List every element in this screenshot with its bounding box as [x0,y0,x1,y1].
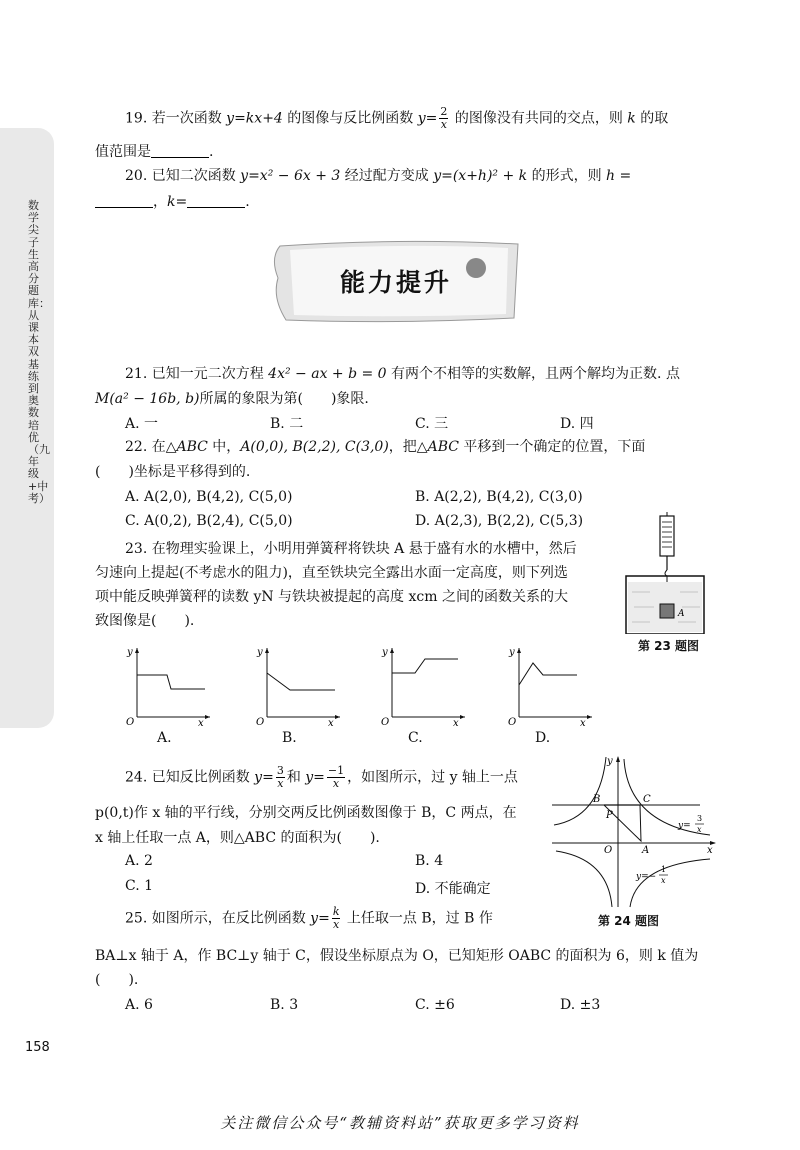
q22-option-b: B. A(2,2), B(4,2), C(3,0) [415,489,583,505]
q23-line4: 致图像是( ). [95,613,195,629]
q25-fraction: $\frac{k}{x}$ [332,905,340,931]
svg-text:O: O [508,717,517,727]
banner-dot-icon [466,258,486,278]
q23-line1: 23. 在物理实验课上，小明用弹簧秤将铁块 A 悬于盛有水的水槽中，然后 [125,541,577,557]
svg-text:P: P [606,810,613,821]
q24-hyperbola-figure [550,755,720,910]
q23-block-label: A [678,609,685,619]
q21-option-d: D. 四 [560,416,594,432]
q23-graph-label-d: D. [535,730,551,746]
q20-blank-k [187,193,245,208]
q23-line3: 项中能反映弹簧秤的读数 yN 与铁块被提起的高度 xcm 之间的函数关系的大 [95,589,568,605]
svg-text:y: y [127,647,133,658]
side-tab [0,128,54,728]
q23-figure-caption: 第 23 题图 [638,639,700,653]
svg-text:x: x [707,845,713,856]
q22-line2: ( )坐标是平移得到的. [95,464,251,480]
svg-text:y: y [509,647,515,658]
q20-line2: ，k= . [95,192,250,212]
svg-text:x: x [580,718,586,727]
q24-figure-caption: 第 24 题图 [598,914,660,928]
svg-text:A: A [642,845,650,856]
q23-graph-b [245,645,345,727]
svg-text:x: x [697,825,702,834]
q25-line1: 25. 如图所示，在反比例函数 y= $\frac{k}{x}$ 上任取一点 B，过 B 作 [125,905,493,931]
svg-text:y: y [382,647,388,658]
q23-spring-scale-figure [620,512,710,634]
svg-text:y: y [257,647,263,658]
q25-line3: ( ). [95,972,139,988]
side-tab-label: 数学尖子生高分题库：从课本双基练到奥数培优（九年级+中考） [28,199,50,505]
svg-text:x: x [328,718,334,727]
q24-fraction-2: $\frac{-1}{x}$ [327,764,345,790]
svg-text:y: y [607,756,613,767]
q22-option-d: D. A(2,3), B(2,2), C(5,3) [415,513,584,529]
q24-line3: x 轴上任取一点 A，则△ABC 的面积为( ). [95,830,380,846]
svg-text:3: 3 [697,814,703,823]
q21-option-b: B. 二 [270,416,304,432]
q20-line1: 20. 已知二次函数 y=x² − 6x + 3 经过配方变成 y=(x+h)² + k 的形式，则 h = [125,168,632,184]
svg-text:x: x [661,876,666,885]
svg-text:1: 1 [661,865,667,874]
svg-text:O: O [256,717,265,727]
q25-line2: BA⊥x 轴于 A，作 BC⊥y 轴于 C，假设坐标原点为 O，已知矩形 OABC 的面积为 6，则 k 值为 [95,948,699,964]
q24-option-b: B. 4 [415,853,444,869]
q25-option-b: B. 3 [270,997,299,1013]
q20-blank-h [95,193,153,208]
q25-option-d: D. ±3 [560,997,601,1013]
q21-line1: 21. 已知一元二次方程 4x² − ax + b = 0 有两个不相等的实数解，且两个解均为正数. 点 [125,366,680,382]
svg-text:y=: y= [678,821,691,831]
q23-graph-a [115,645,215,727]
q19-line2: 值范围是 . [95,144,214,160]
q24-option-c: C. 1 [125,878,154,894]
q23-line2: 匀速向上提起(不考虑水的阻力)，直至铁块完全露出水面一定高度，则下列选 [95,565,568,581]
q23-graph-c [370,645,470,727]
section-title: 能力提升 [340,268,453,297]
svg-text:O: O [604,845,613,856]
svg-text:O: O [126,717,135,727]
q21-option-c: C. 三 [415,416,449,432]
q23-graph-label-b: B. [282,730,297,746]
svg-text:y=−: y=− [636,872,657,882]
q24-line1: 24. 已知反比例函数 y= $\frac{3}{x}$ 和 y= $\frac{-1}{x}$ ，如图所示，过 y 轴上一点 [125,764,518,790]
q24-option-d: D. 不能确定 [415,881,491,897]
q19-fraction: $\frac{2}{x}$ [440,105,448,131]
q24-option-a: A. 2 [125,853,153,869]
q24-line2: p(0,t)作 x 轴的平行线，分别交两反比例函数图像于 B，C 两点，在 [95,805,517,821]
q21-option-a: A. 一 [125,416,159,432]
q22-line1: 22. 在△ABC 中，A(0,0), B(2,2), C(3,0)，把△ABC 平移到一个确定的位置，下面 [125,439,646,455]
q22-option-c: C. A(0,2), B(2,4), C(5,0) [125,513,293,529]
page-number: 158 [25,1040,50,1055]
q23-graph-d [497,645,597,727]
q23-graph-label-a: A. [157,730,172,746]
q25-option-c: C. ±6 [415,997,455,1013]
q22-option-a: A. A(2,0), B(4,2), C(5,0) [125,489,293,505]
svg-text:C: C [643,794,651,805]
q24-fraction-1: $\frac{3}{x}$ [276,764,284,790]
q21-line2: M(a² − 16b, b)所属的象限为第( )象限. [95,391,369,407]
q19-line1: 19. 若一次函数 y=kx+4 的图像与反比例函数 y= $\frac{2}{x}$ 的图像没有共同的交点，则 k 的取 [125,105,669,131]
q23-graph-label-c: C. [408,730,423,746]
q19-answer-blank [151,143,209,158]
q25-option-a: A. 6 [125,997,153,1013]
svg-text:x: x [453,718,459,727]
svg-text:x: x [198,718,204,727]
footer-watermark: 关注微信公众号“教辅资料站”获取更多学习资料 [220,1114,580,1132]
svg-text:O: O [381,717,390,727]
svg-text:B: B [593,794,601,805]
